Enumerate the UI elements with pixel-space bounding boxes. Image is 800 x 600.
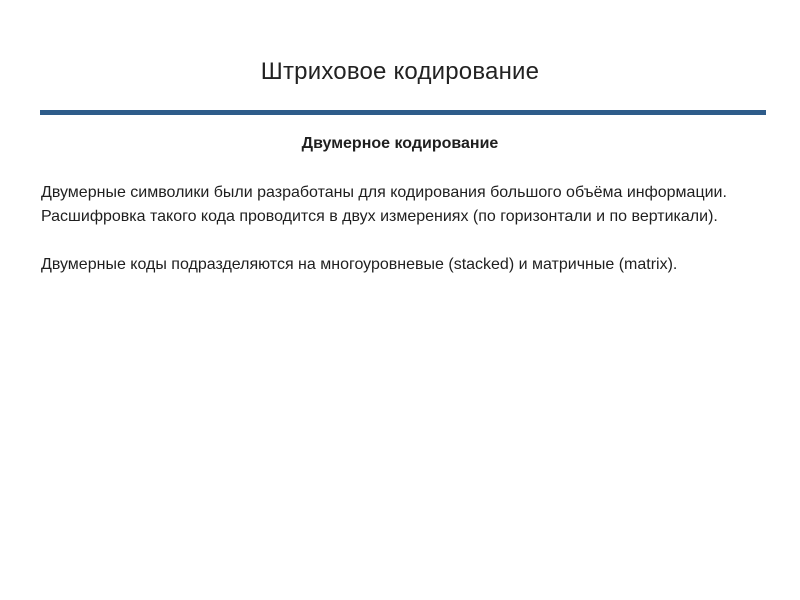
slide-title: Штриховое кодирование <box>260 58 540 85</box>
paragraph-spacer <box>41 229 771 253</box>
title-divider <box>40 110 766 115</box>
slide-body <box>41 181 771 277</box>
paragraph-2: Расшифровка такого кода проводится в двух измерениях (по горизонтали и по вертикали). <box>41 208 718 225</box>
paragraph-1: Двумерные символики были разработаны для кодирования большого объёма информации. <box>41 184 727 201</box>
section-heading: Двумерное кодирование <box>301 135 499 152</box>
paragraph-3: Двумерные коды подразделяются на многоуровневые (stacked) и матричные (matrix). <box>41 256 678 273</box>
